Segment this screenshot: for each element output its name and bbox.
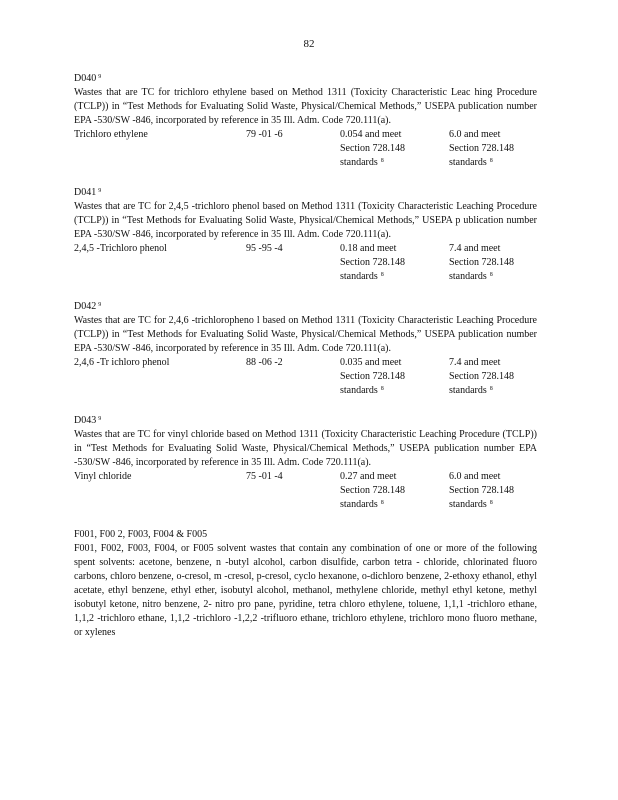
constituent-row bbox=[74, 470, 537, 512]
waste-section-d042 bbox=[74, 300, 537, 398]
cas-number: 79 -01 -6 bbox=[246, 129, 283, 140]
footnote-ref: 8 bbox=[489, 386, 493, 392]
nonwastewater-standard: 6.0 and meet Section 728.148 standards $^8$ bbox=[449, 471, 514, 510]
footnote-ref: 8 bbox=[489, 500, 493, 506]
nonwastewater-standard: 6.0 and meet Section 728.148 standards $^8$ bbox=[449, 129, 514, 168]
constituent-name: 2,4,5 -Trichloro phenol bbox=[74, 243, 167, 254]
constituent-row bbox=[74, 356, 537, 398]
footnote-ref: 8 bbox=[489, 158, 493, 164]
footnote-ref: 9 bbox=[98, 416, 102, 422]
waste-section-d043 bbox=[74, 414, 537, 512]
waste-description: Wastes that are TC for vinyl chloride based on Method 1311 (Toxicity Characteristic Leaching Procedure (TCLP)) in “Test Methods for Evaluating Solid Waste, Physical/Chemical Methods,” USEPA publication number EPA -530/SW -846, incorporated by reference in 35 Ill. Adm. Code 720.111(a). bbox=[74, 429, 537, 468]
constituent-name: Vinyl chloride bbox=[74, 471, 132, 482]
cas-number: 75 -01 -4 bbox=[246, 471, 283, 482]
wastewater-standard: 0.035 and meet Section 728.148 standards $^8$ bbox=[340, 357, 405, 396]
nonwastewater-standard: 7.4 and meet Section 728.148 standards $^8$ bbox=[449, 357, 514, 396]
footnote-ref: 8 bbox=[380, 500, 384, 506]
wastewater-standard: 0.18 and meet Section 728.148 standards $^8$ bbox=[340, 243, 405, 282]
waste-description: Wastes that are TC for 2,4,6 -trichloropheno l based on Method 1311 (Toxicity Characteristic Leaching Procedure (TCLP)) in “Test Methods for Evaluating Solid Waste, Physical/Chemical Methods,” USEPA publication number EPA -530/SW -846, incorporated by reference in 35 Ill. Adm. Code 720.111(a). bbox=[74, 315, 537, 354]
constituent-name: Trichloro ethylene bbox=[74, 129, 148, 140]
waste-description: F001, F002, F003, F004, or F005 solvent wastes that contain any combination of one or more of the following spent solvents: acetone, benzene, n -butyl alcohol, carbon disulfide, carbon tetra - chloride, chlorinated fluoro carbons, chloro benzene, o-cresol, m -cresol, p-cresol, cyclo hexanone, o-dichloro benzene, 2-ethoxy ethanol, ethyl acetate, ethyl benzene, ethyl ether, isobutyl alcohol, methanol, methylene chloride, methyl ethyl ketone, methyl isobutyl ketone, nitro benzene, 2- nitro pro pane, pyridine, tetra chloro ethylene, toluene, 1,1,1 -trichloro ethane, 1,1,2 -trichloro ethane, 1,1,2 -trichloro -1,2,2 -trifluoro ethane, trichloro ethylene, trichloro mono fluoro methane, or xylenes bbox=[74, 543, 537, 638]
footnote-ref: 8 bbox=[380, 272, 384, 278]
constituent-name: 2,4,6 -Tr ichloro phenol bbox=[74, 357, 170, 368]
wastewater-standard: 0.054 and meet Section 728.148 standards $^8$ bbox=[340, 129, 405, 168]
constituent-row bbox=[74, 128, 537, 170]
footnote-ref: 9 bbox=[98, 302, 102, 308]
cas-number: 95 -95 -4 bbox=[246, 243, 283, 254]
footnote-ref: 9 bbox=[98, 74, 102, 80]
document-body bbox=[74, 72, 537, 656]
waste-section-d041 bbox=[74, 186, 537, 284]
waste-code: D041 $^9$ bbox=[74, 187, 102, 198]
waste-description: Wastes that are TC for 2,4,5 -trichloro phenol based on Method 1311 (Toxicity Characteristic Leaching Procedure (TCLP)) in “Test Methods for Evaluating Solid Waste, Physical/Chemical Methods,” USEPA p ublication number EPA -530/SW -846, incorporated by reference in 35 Ill. Adm. Code 720.111(a). bbox=[74, 201, 537, 240]
footnote-ref: 8 bbox=[380, 386, 384, 392]
constituent-row bbox=[74, 242, 537, 284]
waste-section-f001-f005 bbox=[74, 528, 537, 640]
waste-code: F001, F00 2, F003, F004 & F005 bbox=[74, 529, 208, 540]
waste-description: Wastes that are TC for trichloro ethylene based on Method 1311 (Toxicity Characteristic Leac hing Procedure (TCLP)) in “Test Methods for Evaluating Solid Waste, Physical/Chemical Methods,” USEPA publication number EPA -530/SW -846, incorporated by reference in 35 Ill. Adm. Code 720.111(a). bbox=[74, 87, 537, 126]
cas-number: 88 -06 -2 bbox=[246, 357, 283, 368]
page-number: 82 bbox=[303, 38, 315, 50]
nonwastewater-standard: 7.4 and meet Section 728.148 standards $^8$ bbox=[449, 243, 514, 282]
waste-section-d040 bbox=[74, 72, 537, 170]
waste-code: D040 $^9$ bbox=[74, 73, 102, 84]
footnote-ref: 9 bbox=[98, 188, 102, 194]
footnote-ref: 8 bbox=[380, 158, 384, 164]
wastewater-standard: 0.27 and meet Section 728.148 standards $^8$ bbox=[340, 471, 405, 510]
waste-code: D043 $^9$ bbox=[74, 415, 102, 426]
waste-code: D042 $^9$ bbox=[74, 301, 102, 312]
footnote-ref: 8 bbox=[489, 272, 493, 278]
